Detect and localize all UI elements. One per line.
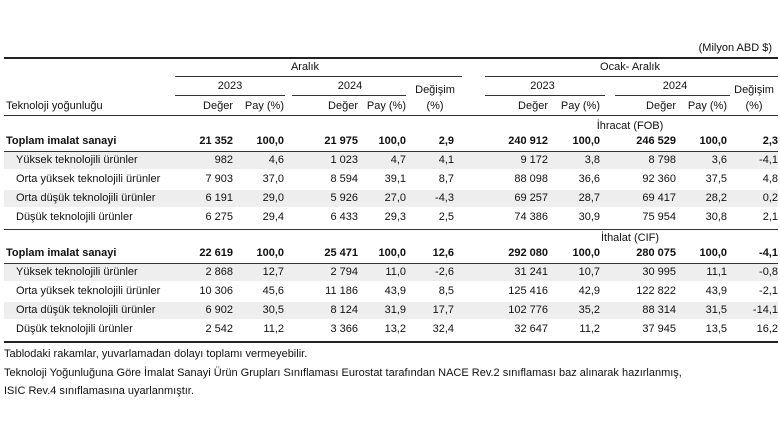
year-rule-2023-right: [485, 95, 605, 96]
header-aralik: Aralık: [290, 61, 320, 73]
row-label: Yüksek teknolojili ürünler: [16, 266, 138, 278]
table-cell: 102 776: [508, 304, 548, 316]
header-change-left-2: (%): [426, 100, 444, 112]
row-label: Orta yüksek teknolojili ürünler: [16, 285, 161, 297]
table-cell: 2 868: [205, 266, 233, 278]
table-cell: 8 798: [648, 154, 676, 166]
header-value-2024-left: Değer: [328, 100, 358, 112]
table-cell: 27,0: [384, 192, 406, 204]
table-cell: 30,9: [578, 211, 600, 223]
table-cell: 3 366: [330, 323, 358, 335]
table-cell: -4,3: [435, 192, 454, 204]
table-cell: 100,0: [699, 247, 727, 259]
group-rule-right: [485, 76, 778, 77]
table-cell: 125 416: [508, 285, 548, 297]
table-cell: 29,0: [262, 192, 284, 204]
table-cell: 3,8: [584, 154, 600, 166]
table-cell: 30 995: [642, 266, 676, 278]
table-cell: 10 306: [199, 285, 233, 297]
header-value-2024-right: Değer: [646, 100, 676, 112]
table-cell: 88 314: [642, 304, 676, 316]
table-cell: 32,4: [432, 323, 454, 335]
table-cell: 42,9: [578, 285, 600, 297]
table-cell: 0,2: [762, 192, 778, 204]
table-cell: 29,4: [262, 211, 284, 223]
year-rule-2024-right: [615, 95, 730, 96]
table-cell: 69 417: [642, 192, 676, 204]
table-cell: 17,7: [432, 304, 454, 316]
header-year-2023-right: 2023: [530, 80, 555, 92]
year-rule-2024-left: [292, 95, 406, 96]
table-cell: 2,3: [762, 135, 778, 147]
table-cell: 2 794: [330, 266, 358, 278]
table-cell: 100,0: [256, 247, 284, 259]
year-rule-2023-left: [175, 95, 285, 96]
note-isic: ISIC Rev.4 sınıflamasına uyarlanmıştır.: [4, 385, 194, 397]
table-cell: 100,0: [256, 135, 284, 147]
table-cell: 92 360: [642, 173, 676, 185]
header-change-right-2: (%): [745, 100, 763, 112]
table-cell: 45,6: [262, 285, 284, 297]
header-bottom-rule: [4, 115, 778, 116]
table-cell: 2,5: [438, 211, 454, 223]
table-cell: 100,0: [378, 135, 406, 147]
row-label: Düşük teknolojili ürünler: [16, 211, 133, 223]
table-cell: -2,6: [435, 266, 454, 278]
header-share-2024-left: Pay (%): [366, 100, 406, 112]
row-label: Toplam imalat sanayi: [6, 247, 117, 259]
table-cell: 6 275: [205, 211, 233, 223]
table-cell: 32 647: [514, 323, 548, 335]
table-cell: -4,1: [759, 247, 778, 259]
table-cell: 11,1: [706, 266, 727, 278]
table-cell: 4,7: [390, 154, 406, 166]
note-classification: Teknoloji Yoğunluğuna Göre İmalat Sanayi Ürün Grupları Sınıflaması Eurostat tarafından NACE Rev.2 sınıflaması baz alınarak hazırlanmış,: [4, 367, 682, 379]
table-cell: 4,6: [268, 154, 284, 166]
row-label: Orta düşük teknolojili ürünler: [16, 192, 156, 204]
table-cell: 1 023: [330, 154, 358, 166]
table-cell: -2,1: [759, 285, 778, 297]
note-rounding: Tablodaki rakamlar, yuvarlamadan dolayı toplamı vermeyebilir.: [4, 348, 308, 360]
table-cell: 35,2: [578, 304, 600, 316]
header-year-2024-right: 2024: [662, 80, 688, 92]
section-title: İthalat (CIF): [600, 232, 660, 244]
table-cell: 21 352: [199, 135, 233, 147]
table-cell: 30,5: [262, 304, 284, 316]
header-row-label: Teknoloji yoğunluğu: [6, 100, 103, 112]
table-cell: 8,7: [438, 173, 454, 185]
header-year-2024-left: 2024: [337, 80, 363, 92]
header-change-left-1: Değişim: [415, 84, 455, 96]
table-cell: 2 542: [205, 323, 233, 335]
table-cell: 5 926: [330, 192, 358, 204]
table-cell: 30,8: [705, 211, 727, 223]
header-change-right-1: Değişim: [734, 84, 774, 96]
table-bottom-rule: [4, 341, 778, 343]
table-cell: 2,1: [762, 211, 778, 223]
unit-label: (Milyon ABD $): [698, 42, 772, 54]
table-cell: 29,3: [384, 211, 406, 223]
table-cell: 12,6: [432, 247, 454, 259]
table-cell: 12,7: [262, 266, 284, 278]
table-cell: 122 822: [636, 285, 676, 297]
table-cell: 240 912: [508, 135, 548, 147]
table-cell: -4,1: [759, 154, 778, 166]
table-cell: 88 098: [514, 173, 548, 185]
table-cell: -0,8: [759, 266, 778, 278]
table-cell: 13,5: [705, 323, 727, 335]
row-label: Orta düşük teknolojili ürünler: [16, 304, 156, 316]
table-cell: 7 903: [205, 173, 233, 185]
table-cell: 22 619: [199, 247, 233, 259]
table-cell: 100,0: [572, 135, 600, 147]
table-cell: 69 257: [514, 192, 548, 204]
table-cell: -14,1: [752, 304, 778, 316]
group-rule-left: [175, 76, 462, 77]
table-cell: 246 529: [636, 135, 676, 147]
table-cell: 10,7: [578, 266, 600, 278]
table-cell: 31,9: [384, 304, 406, 316]
table-top-rule: [4, 57, 778, 59]
header-share-2024-right: Pay (%): [687, 100, 727, 112]
table-cell: 6 191: [205, 192, 233, 204]
section-title: İhracat (FOB): [596, 120, 664, 132]
table-cell: 28,7: [578, 192, 600, 204]
table-cell: 4,8: [762, 173, 778, 185]
table-cell: 31,5: [705, 304, 727, 316]
header-value-2023-left: Değer: [203, 100, 233, 112]
table-cell: 74 386: [514, 211, 548, 223]
table-cell: 75 954: [642, 211, 676, 223]
row-label: Toplam imalat sanayi: [6, 135, 117, 147]
row-label: Düşük teknolojili ürünler: [16, 323, 133, 335]
row-label: Yüksek teknolojili ürünler: [16, 154, 138, 166]
table-cell: 8,5: [438, 285, 454, 297]
table-cell: 6 902: [205, 304, 233, 316]
table-cell: 11 186: [325, 285, 358, 297]
table-cell: 28,2: [705, 192, 727, 204]
table-cell: 4,1: [438, 154, 454, 166]
table-cell: 21 975: [324, 135, 358, 147]
header-share-2023-left: Pay (%): [244, 100, 284, 112]
table-cell: 3,6: [711, 154, 727, 166]
table-cell: 100,0: [572, 247, 600, 259]
header-value-2023-right: Değer: [518, 100, 548, 112]
table-cell: 25 471: [324, 247, 358, 259]
table-cell: 37,5: [705, 173, 727, 185]
table-cell: 37,0: [262, 173, 284, 185]
table-cell: 9 172: [520, 154, 548, 166]
table-cell: 6 433: [330, 211, 358, 223]
row-label: Orta yüksek teknolojili ürünler: [16, 173, 161, 185]
table-cell: 280 075: [636, 247, 676, 259]
section-rule: [4, 229, 778, 230]
table-cell: 13,2: [384, 323, 406, 335]
table-cell: 16,2: [756, 323, 778, 335]
header-year-2023-left: 2023: [217, 80, 243, 92]
table-cell: 11,0: [385, 266, 406, 278]
table-cell: 8 594: [330, 173, 358, 185]
table-cell: 43,9: [705, 285, 727, 297]
table-cell: 8 124: [330, 304, 358, 316]
table-cell: 100,0: [378, 247, 406, 259]
table-cell: 292 080: [508, 247, 548, 259]
table-cell: 100,0: [699, 135, 727, 147]
table-cell: 39,1: [384, 173, 406, 185]
table-cell: 43,9: [384, 285, 406, 297]
table-cell: 36,6: [578, 173, 600, 185]
table-cell: 11,2: [579, 323, 600, 335]
header-share-2023-right: Pay (%): [560, 100, 600, 112]
table-cell: 37 945: [642, 323, 676, 335]
table-cell: 11,2: [263, 323, 284, 335]
header-ocak-aralik: Ocak- Aralık: [600, 61, 660, 73]
table-cell: 31 241: [514, 266, 548, 278]
table-cell: 2,9: [438, 135, 454, 147]
table-cell: 982: [214, 154, 233, 166]
